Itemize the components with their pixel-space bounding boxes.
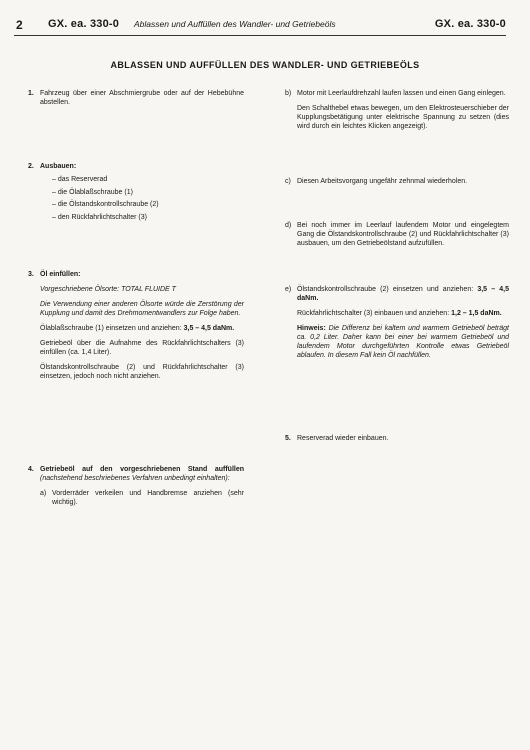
step-title: Öl einfüllen: bbox=[40, 271, 81, 278]
step-title bbox=[40, 465, 244, 483]
substep-text: Vorderräder verkeilen und Handbremse anziehen (sehr wichtig). bbox=[52, 490, 244, 506]
hint-paragraph bbox=[297, 324, 509, 360]
substep-label: e) bbox=[285, 286, 292, 293]
hint-text: Die Differenz bei kaltem und warmem Getriebeöl beträgt ca. 0,2 Liter. Daher kann bei einer bei warmem Getriebeöl und laufendem Motor durchgeführten Kontrolle etwas Getriebeöl ablaufen. In diesem Fall kein Öl nachfüllen. bbox=[297, 325, 509, 359]
step-4 bbox=[28, 465, 244, 507]
step-number: 2. bbox=[28, 163, 34, 170]
hint-label: Hinweis: bbox=[297, 325, 326, 332]
warning-text: Die Verwendung einer anderen Ölsorte würde die Zerstörung der Kupplung und damit des Drehmomentwandlers zur Folge haben. bbox=[40, 301, 244, 317]
step-title-note: (nachstehend beschriebenes Verfahren unbedingt einhalten): bbox=[40, 475, 230, 482]
instruction-text: Ölstandskontrollschraube (2) einsetzen und anziehen: bbox=[297, 286, 474, 293]
oil-specification bbox=[40, 285, 244, 294]
substep-label: a) bbox=[40, 490, 47, 497]
substep-label: d) bbox=[285, 222, 292, 229]
header-description: Ablassen und Auffüllen des Wandler- und Getriebeöls bbox=[134, 19, 336, 29]
substep-text: Diesen Arbeitsvorgang ungefähr zehnmal wiederholen. bbox=[297, 178, 468, 185]
substep-text: Bei noch immer im Leerlauf laufendem Motor und eingelegtem Gang die Ölstandskontrollschraube (2) und Rückfahrlichtschalter (3) ausbauen, um den Getriebeölstand aufzufüllen. bbox=[297, 222, 509, 247]
step-title: Ausbauen: bbox=[40, 163, 77, 170]
list-item: – das Reserverad bbox=[52, 176, 108, 183]
level-plug-instruction bbox=[297, 285, 509, 303]
header-divider bbox=[14, 35, 506, 36]
substep-c bbox=[285, 177, 509, 186]
fill-instruction: Getriebeöl über die Aufnahme des Rückfahrlichtschalters (3) einfüllen (ca. 1,4 Liter). bbox=[40, 340, 244, 356]
torque-value: 3,5 – 4,5 daNm. bbox=[297, 286, 509, 302]
list-item: – die Ölablaßschraube (1) bbox=[52, 188, 133, 196]
substep-label: b) bbox=[285, 90, 292, 97]
step-2 bbox=[28, 162, 244, 225]
substep-label: c) bbox=[285, 178, 291, 185]
step-title-text: Getriebeöl auf den vorgeschriebenen Stand auffüllen bbox=[40, 466, 244, 473]
torque-value: 1,2 – 1,5 daNm. bbox=[451, 310, 502, 317]
step-text: Reserverad wieder einbauen. bbox=[297, 435, 389, 442]
step-number: 3. bbox=[28, 271, 34, 278]
substep-a bbox=[40, 489, 244, 507]
substep-b bbox=[285, 89, 509, 131]
step-5 bbox=[285, 434, 509, 443]
page-number: 2 bbox=[16, 18, 23, 32]
document-code-left: GX. ea. 330-0 bbox=[48, 18, 120, 30]
list-item: – die Ölstandskontrollschraube (2) bbox=[52, 201, 159, 208]
step-number: 1. bbox=[28, 90, 34, 97]
substep-d bbox=[285, 221, 509, 248]
step-1 bbox=[28, 89, 244, 107]
substep-text: Motor mit Leerlaufdrehzahl laufen lassen und einen Gang einlegen. bbox=[297, 90, 506, 97]
insert-instruction: Ölstandskontrollschraube (2) und Rückfahrlichtschalter (3) einsetzen, jedoch noch nicht anziehen. bbox=[40, 364, 244, 380]
step-text: Fahrzeug über einer Abschmiergrube oder auf der Hebebühne abstellen. bbox=[40, 90, 244, 106]
instruction-text: Ölablaßschraube (1) einsetzen und anziehen: bbox=[40, 325, 182, 332]
document-code-right: GX. ea. 330-0 bbox=[434, 18, 506, 30]
substep-e bbox=[285, 285, 509, 360]
oil-value: TOTAL FLUIDE T bbox=[121, 286, 176, 293]
torque-value: 3,5 – 4,5 daNm. bbox=[183, 325, 235, 332]
drain-plug-instruction bbox=[40, 324, 244, 333]
step-3 bbox=[28, 270, 244, 381]
switch-instruction bbox=[297, 309, 509, 318]
page-title: ABLASSEN UND AUFFÜLLEN DES WANDLER- UND GETRIEBEÖLS bbox=[110, 60, 420, 70]
instruction-text: Rückfahrlichtschalter (3) einbauen und anziehen: bbox=[297, 310, 450, 317]
substep-note: Den Schalthebel etwas bewegen, um den Elektrosteuerschieber der Kupplungsbetätigung unter elektrische Spannung zu setzen (dies wird durch ein leichtes Klicken angezeigt). bbox=[297, 105, 509, 130]
page-header bbox=[16, 18, 506, 34]
oil-label: Vorgeschriebene Ölsorte: bbox=[40, 286, 120, 293]
step-number: 5. bbox=[285, 435, 291, 442]
step-number: 4. bbox=[28, 466, 34, 473]
list-item: – den Rückfahrlichtschalter (3) bbox=[52, 213, 147, 221]
removal-list bbox=[40, 175, 244, 222]
